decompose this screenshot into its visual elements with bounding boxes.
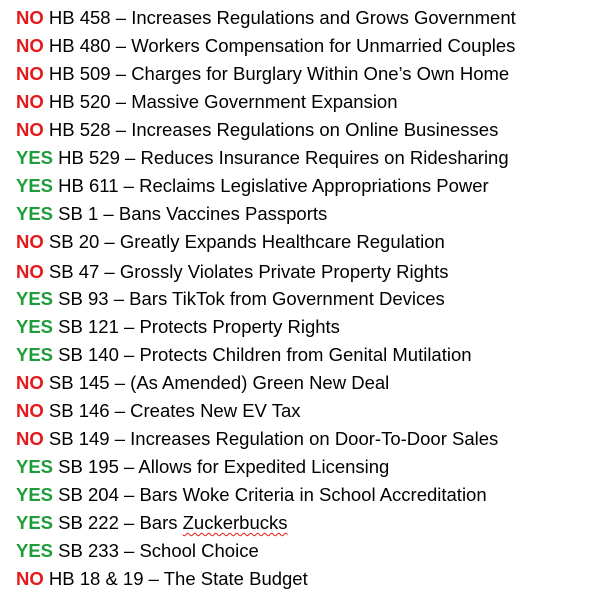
bill-number: SB 20 [48,231,100,252]
vote-yes-label: YES [16,175,54,196]
vote-yes-label: YES [16,316,54,337]
list-item: YES SB 204 – Bars Woke Criteria in School Accreditation [16,484,487,505]
bill-number: SB 145 [48,372,110,393]
vote-no-label: NO [16,7,44,28]
bill-number: HB 520 [48,91,111,112]
bill-description: Increases Regulation on Door-To-Door Sales [130,428,499,449]
bill-description: Bars Woke Criteria in School Accreditation [139,484,487,505]
bill-description: Creates New EV Tax [130,400,301,421]
vote-no-label: NO [16,568,44,589]
list-item: NO SB 146 – Creates New EV Tax [16,400,301,421]
bill-description: Increases Regulations and Grows Government [131,7,516,28]
bill-number: SB 93 [58,288,109,309]
list-item: YES SB 121 – Protects Property Rights [16,316,340,337]
list-item: YES SB 233 – School Choice [16,540,259,561]
bill-description: School Choice [139,540,259,561]
vote-no-label: NO [16,119,44,140]
list-item: YES HB 529 – Reduces Insurance Requires on Ridesharing [16,147,509,168]
list-item: YES SB 222 – Bars Zuckerbucks [16,512,288,533]
bill-description: Reclaims Legislative Appropriations Power [139,175,489,196]
spellcheck-flagged-word: Zuckerbucks [182,512,288,533]
list-item: YES HB 611 – Reclaims Legislative Appropriations Power [16,175,489,196]
bill-description: Bars TikTok from Government Devices [129,288,445,309]
bill-number: HB 529 [58,147,120,168]
bill-description: Bars [139,512,183,533]
list-item: NO HB 509 – Charges for Burglary Within One’s Own Home [16,63,510,84]
list-item: YES SB 93 – Bars TikTok from Government Devices [16,288,445,309]
vote-yes-label: YES [16,540,54,561]
vote-yes-label: YES [16,203,54,224]
vote-no-label: NO [16,400,44,421]
list-item: NO SB 47 – Grossly Violates Private Property Rights [16,261,449,282]
vote-yes-label: YES [16,456,54,477]
list-item: NO HB 528 – Increases Regulations on Online Businesses [16,119,499,140]
bill-number: HB 18 & 19 [48,568,144,589]
bill-description: Massive Government Expansion [131,91,398,112]
list-item: NO HB 480 – Workers Compensation for Unmarried Couples [16,35,516,56]
list-item: NO HB 18 & 19 – The State Budget [16,568,308,589]
bill-number: HB 480 [48,35,111,56]
bill-number: HB 528 [48,119,111,140]
bill-description: The State Budget [163,568,308,589]
bill-description: Protects Children from Genital Mutilation [139,344,472,365]
bill-description: Bans Vaccines Passports [118,203,328,224]
list-item: NO HB 458 – Increases Regulations and Grows Government [16,7,516,28]
bill-number: SB 149 [48,428,110,449]
bill-description: Grossly Violates Private Property Rights [119,261,449,282]
vote-no-label: NO [16,261,44,282]
list-item: YES SB 195 – Allows for Expedited Licensing [16,456,390,477]
bill-number: SB 140 [58,344,119,365]
bill-number: SB 233 [58,540,119,561]
list-item: NO HB 520 – Massive Government Expansion [16,91,398,112]
bill-number: SB 222 [58,512,119,533]
list-item: YES SB 1 – Bans Vaccines Passports [16,203,328,224]
bill-description: Increases Regulations on Online Businesses [131,119,499,140]
vote-yes-label: YES [16,147,54,168]
vote-yes-label: YES [16,484,54,505]
bill-number: SB 1 [58,203,99,224]
vote-no-label: NO [16,63,44,84]
list-item: YES SB 140 – Protects Children from Genital Mutilation [16,344,472,365]
bill-description: (As Amended) Green New Deal [130,372,390,393]
bill-number: HB 509 [48,63,111,84]
bill-number: SB 204 [58,484,119,505]
bill-description: Charges for Burglary Within One’s Own Home [131,63,510,84]
bill-number: SB 146 [48,400,110,421]
bill-description: Reduces Insurance Requires on Ridesharing [140,147,509,168]
bill-description: Greatly Expands Healthcare Regulation [119,231,445,252]
list-item: NO SB 145 – (As Amended) Green New Deal [16,372,390,393]
vote-yes-label: YES [16,344,54,365]
vote-no-label: NO [16,428,44,449]
list-item: NO SB 149 – Increases Regulation on Door-To-Door Sales [16,428,499,449]
vote-no-label: NO [16,91,44,112]
vote-yes-label: YES [16,288,54,309]
vote-yes-label: YES [16,512,54,533]
bill-description: Protects Property Rights [139,316,340,337]
bill-number: SB 121 [58,316,119,337]
list-item: NO SB 20 – Greatly Expands Healthcare Regulation [16,231,445,252]
vote-no-label: NO [16,35,44,56]
bill-number: HB 611 [58,175,119,196]
bill-number: SB 195 [58,456,119,477]
bill-number: HB 458 [48,7,111,28]
vote-no-label: NO [16,372,44,393]
bill-description: Allows for Expedited Licensing [138,456,390,477]
vote-no-label: NO [16,231,44,252]
bill-number: SB 47 [48,261,100,282]
bill-description: Workers Compensation for Unmarried Couples [131,35,516,56]
vote-list [16,4,602,593]
